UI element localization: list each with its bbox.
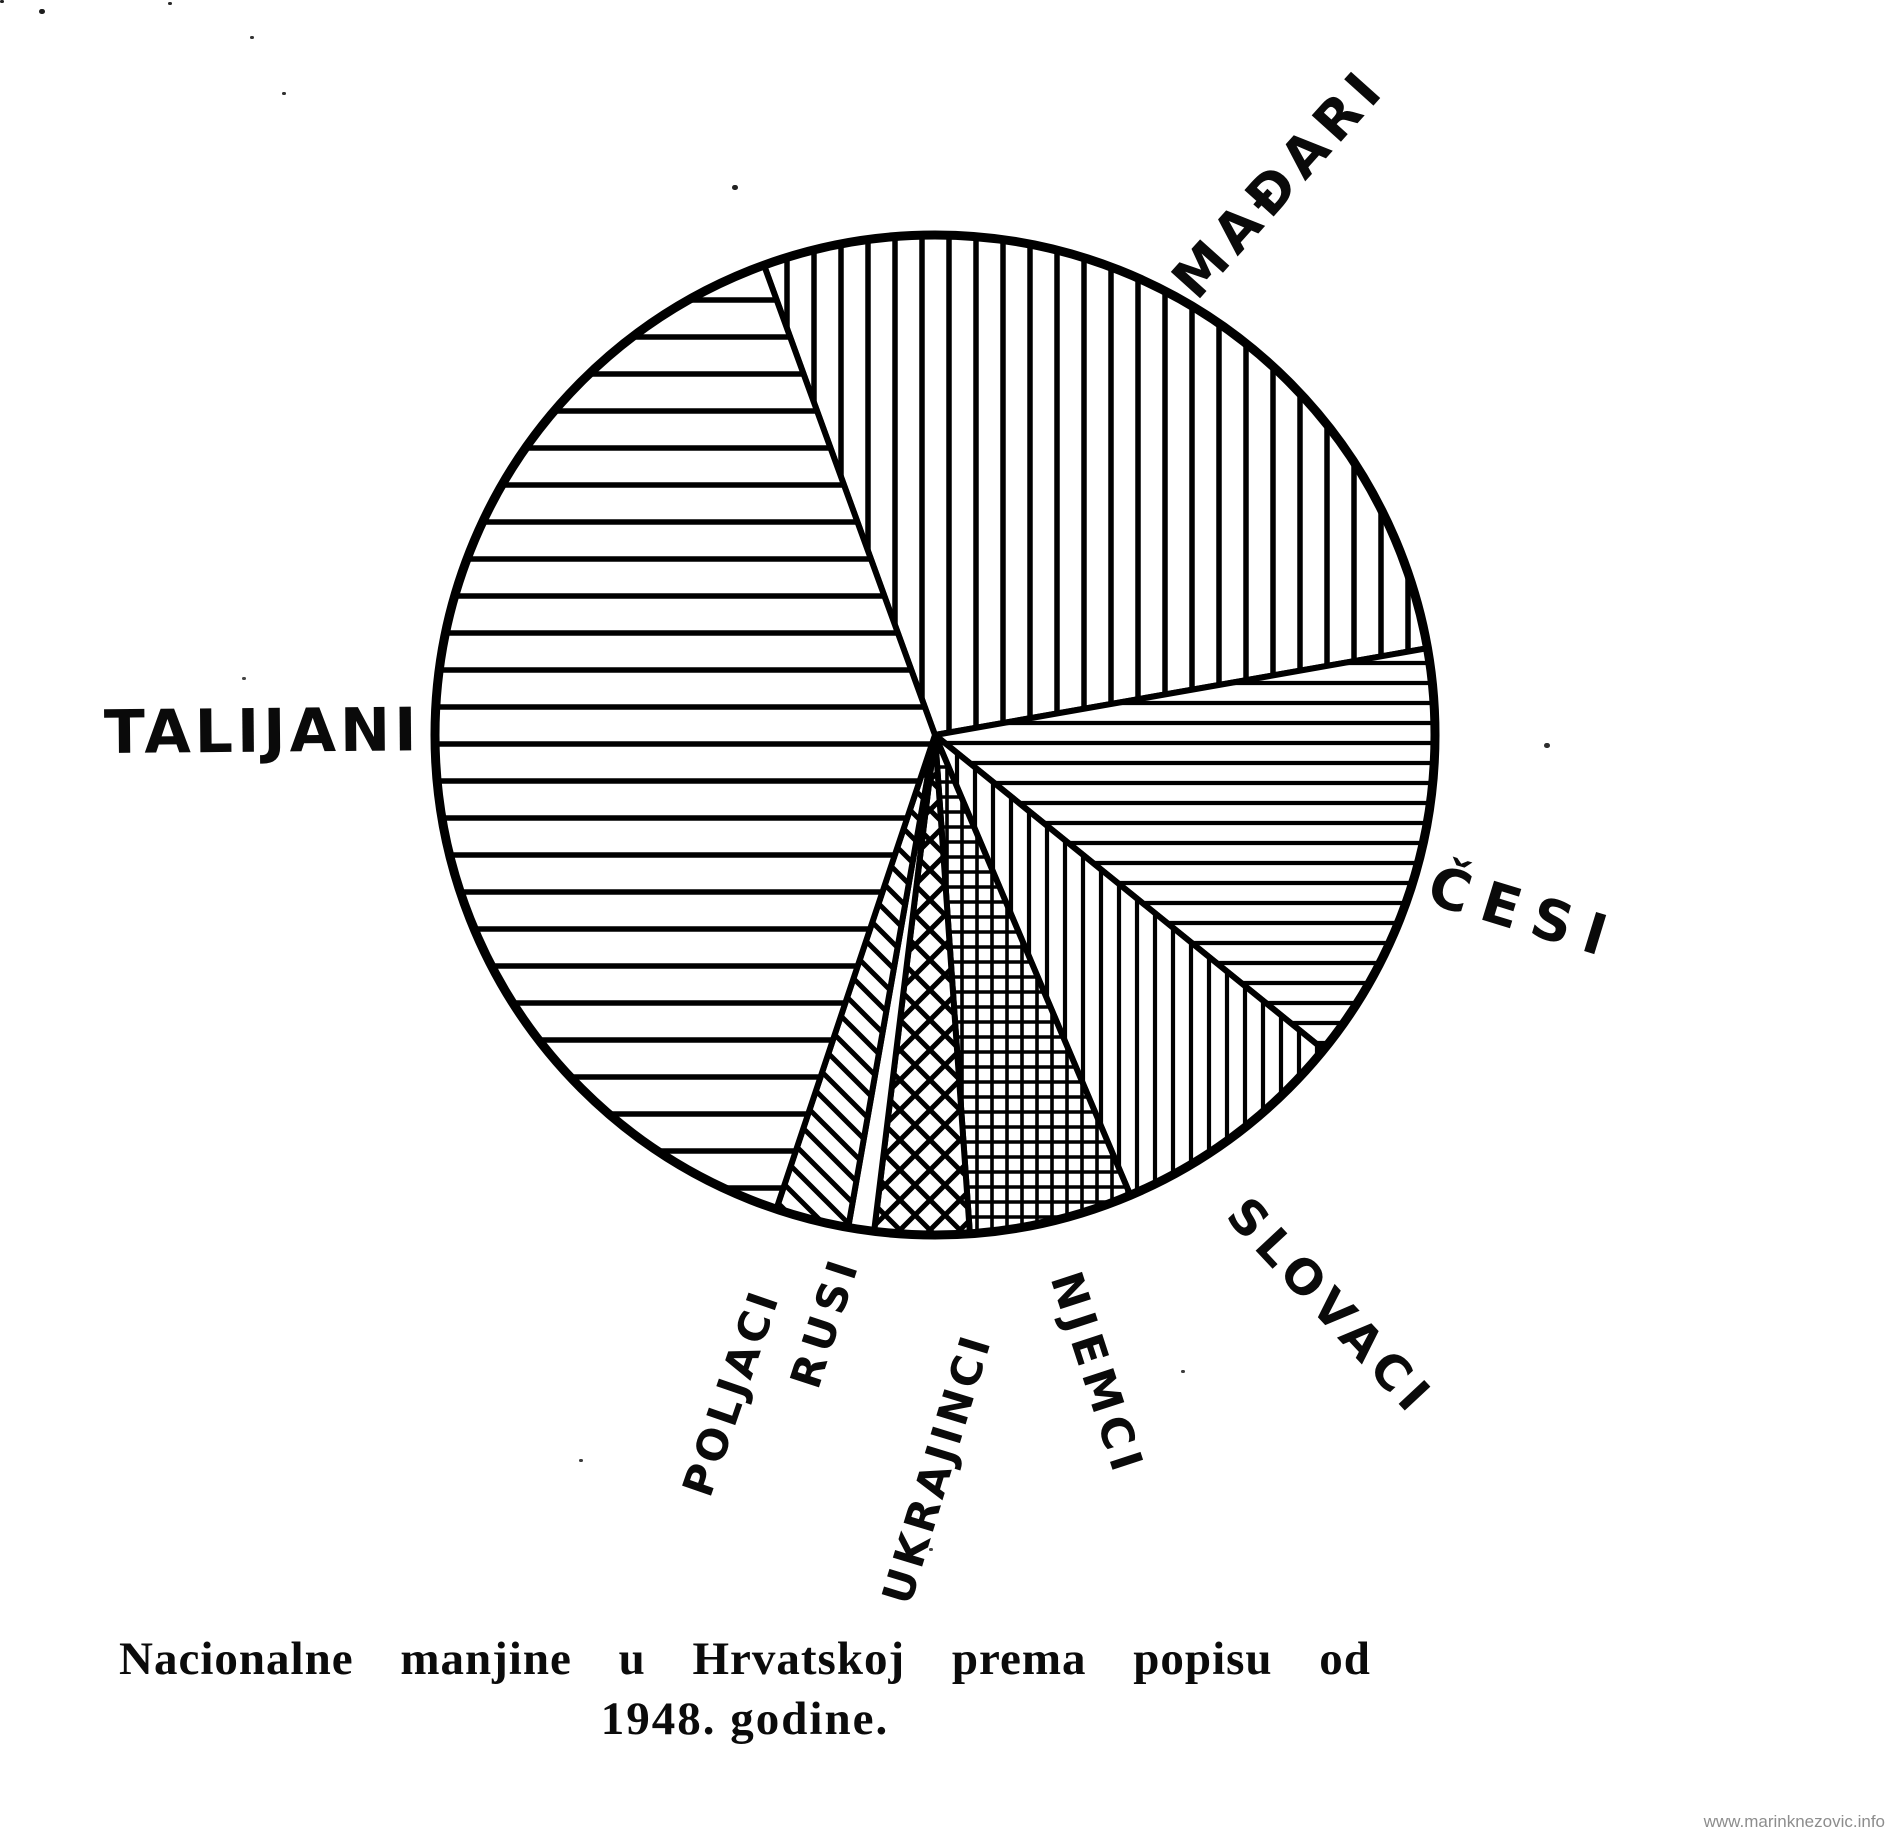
pie-label-madari: MAĐARI [1159, 55, 1398, 311]
scan-speckles [0, 0, 4, 3]
figure-caption [80, 1632, 1410, 1746]
caption-line-1: Nacionalne manjine u Hrvatskoj prema popisu od [119, 1633, 1371, 1685]
pie-label-poljaci: POLJACI [672, 1282, 790, 1503]
pie-label-talijani: TALIJANI [103, 695, 421, 768]
pie-label-slovaci: SLOVACI [1215, 1186, 1445, 1428]
pie-label-cesi: ČESI [1420, 853, 1628, 974]
pie-label-njemci: NJEMCI [1039, 1265, 1154, 1483]
pie-label-ukrajinci: UKRAJINCI [872, 1327, 1002, 1610]
watermark-url: www.marinknezovic.info [1703, 1812, 1885, 1831]
caption-line-2: 1948. godine. [600, 1693, 890, 1745]
pie-label-rusi: RUSI [780, 1249, 870, 1395]
